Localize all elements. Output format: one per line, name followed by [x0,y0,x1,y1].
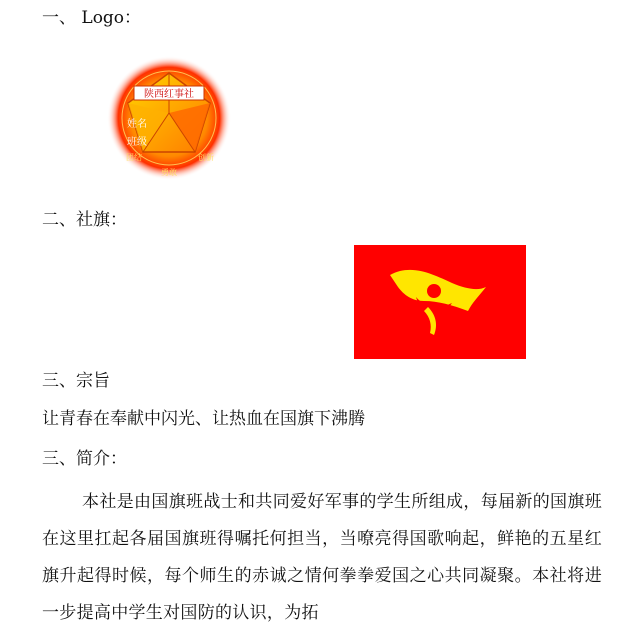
motto-text: 让青春在奉献中闪光、让热血在国旗下沸腾 [42,409,365,429]
intro-paragraph [42,484,602,632]
section-heading-intro: 三、简介： [42,449,127,469]
logo-banner-text: 陕西红事社 [144,89,194,100]
flag-icon [354,245,526,359]
logo-emblem-icon [106,55,232,181]
logo-bottom-right: 创新 [198,153,214,162]
intro-paragraph-text: 本社是由国旗班战士和共同爱好军事的学生所组成，每届新的国旗班在这里扛起各届国旗班得嘱托何担当，当嘹亮得国歌响起，鲜艳的五星红旗升起得时候，每个师生的赤诚之情何拳拳爱国之心共同凝聚。本社将进一步提高中学生对国防的认识，为拓 [42,492,602,623]
section-heading-flag: 二、社旗： [42,210,127,230]
club-logo [106,55,232,181]
logo-class-label: 班级 [127,137,147,148]
logo-bottom-mid: 勇敢 [161,168,177,177]
section-heading-logo: 一、 Logo： [42,8,142,28]
section-heading-purpose: 三、宗旨 [42,371,110,391]
logo-name-label: 姓名 [127,119,147,130]
logo-bottom-left: 团结 [126,153,142,162]
club-flag [354,245,526,359]
